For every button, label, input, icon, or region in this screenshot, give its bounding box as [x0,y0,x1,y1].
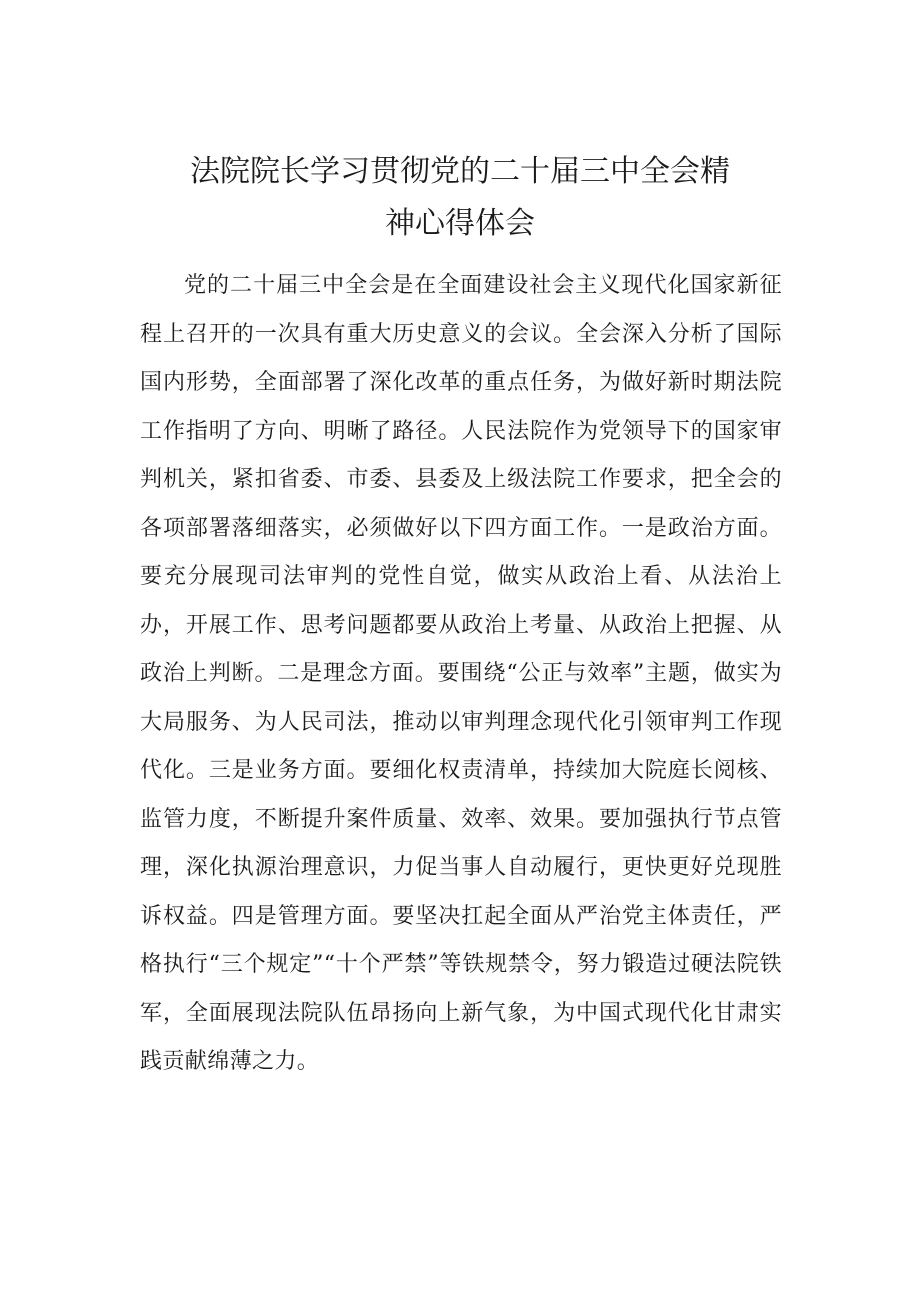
document-title [140,146,780,250]
title-line-1: 法院院长学习贯彻党的二十届三中全会精 [190,154,730,189]
title-line-2: 神心得体会 [385,206,535,241]
body-paragraph: 党的二十届三中全会是在全面建设社会主义现代化国家新征程上召开的一次具有重大历史意义的会议。全会深入分析了国际国内形势，全面部署了深化改革的重点任务，为做好新时期法院工作指明了方向、明晰了路径。人民法院作为党领导下的国家审判机关，紧扣省委、市委、县委及上级法院工作要求，把全会的各项部署落细落实，必须做好以下四方面工作。一是政治方面。要充分展现司法审判的党性自觉，做实从政治上看、从法治上办，开展工作、思考问题都要从政治上考量、从政治上把握、从政治上判断。二是理念方面。要围绕“公正与效率”主题，做实为大局服务、为人民司法，推动以审判理念现代化引领审判工作现代化。三是业务方面。要细化权责清单，持续加大院庭长阅核、监管力度，不断提升案件质量、效率、效果。要加强执行节点管理，深化执源治理意识，力促当事人自动履行，更快更好兑现胜诉权益。四是管理方面。要坚决扛起全面从严治党主体责任，严格执行“三个规定”“十个严禁”等铁规禁令，努力锻造过硬法院铁军，全面展现法院队伍昂扬向上新气象，为中国式现代化甘肃实践贡献绵薄之力。 [140,273,782,1074]
